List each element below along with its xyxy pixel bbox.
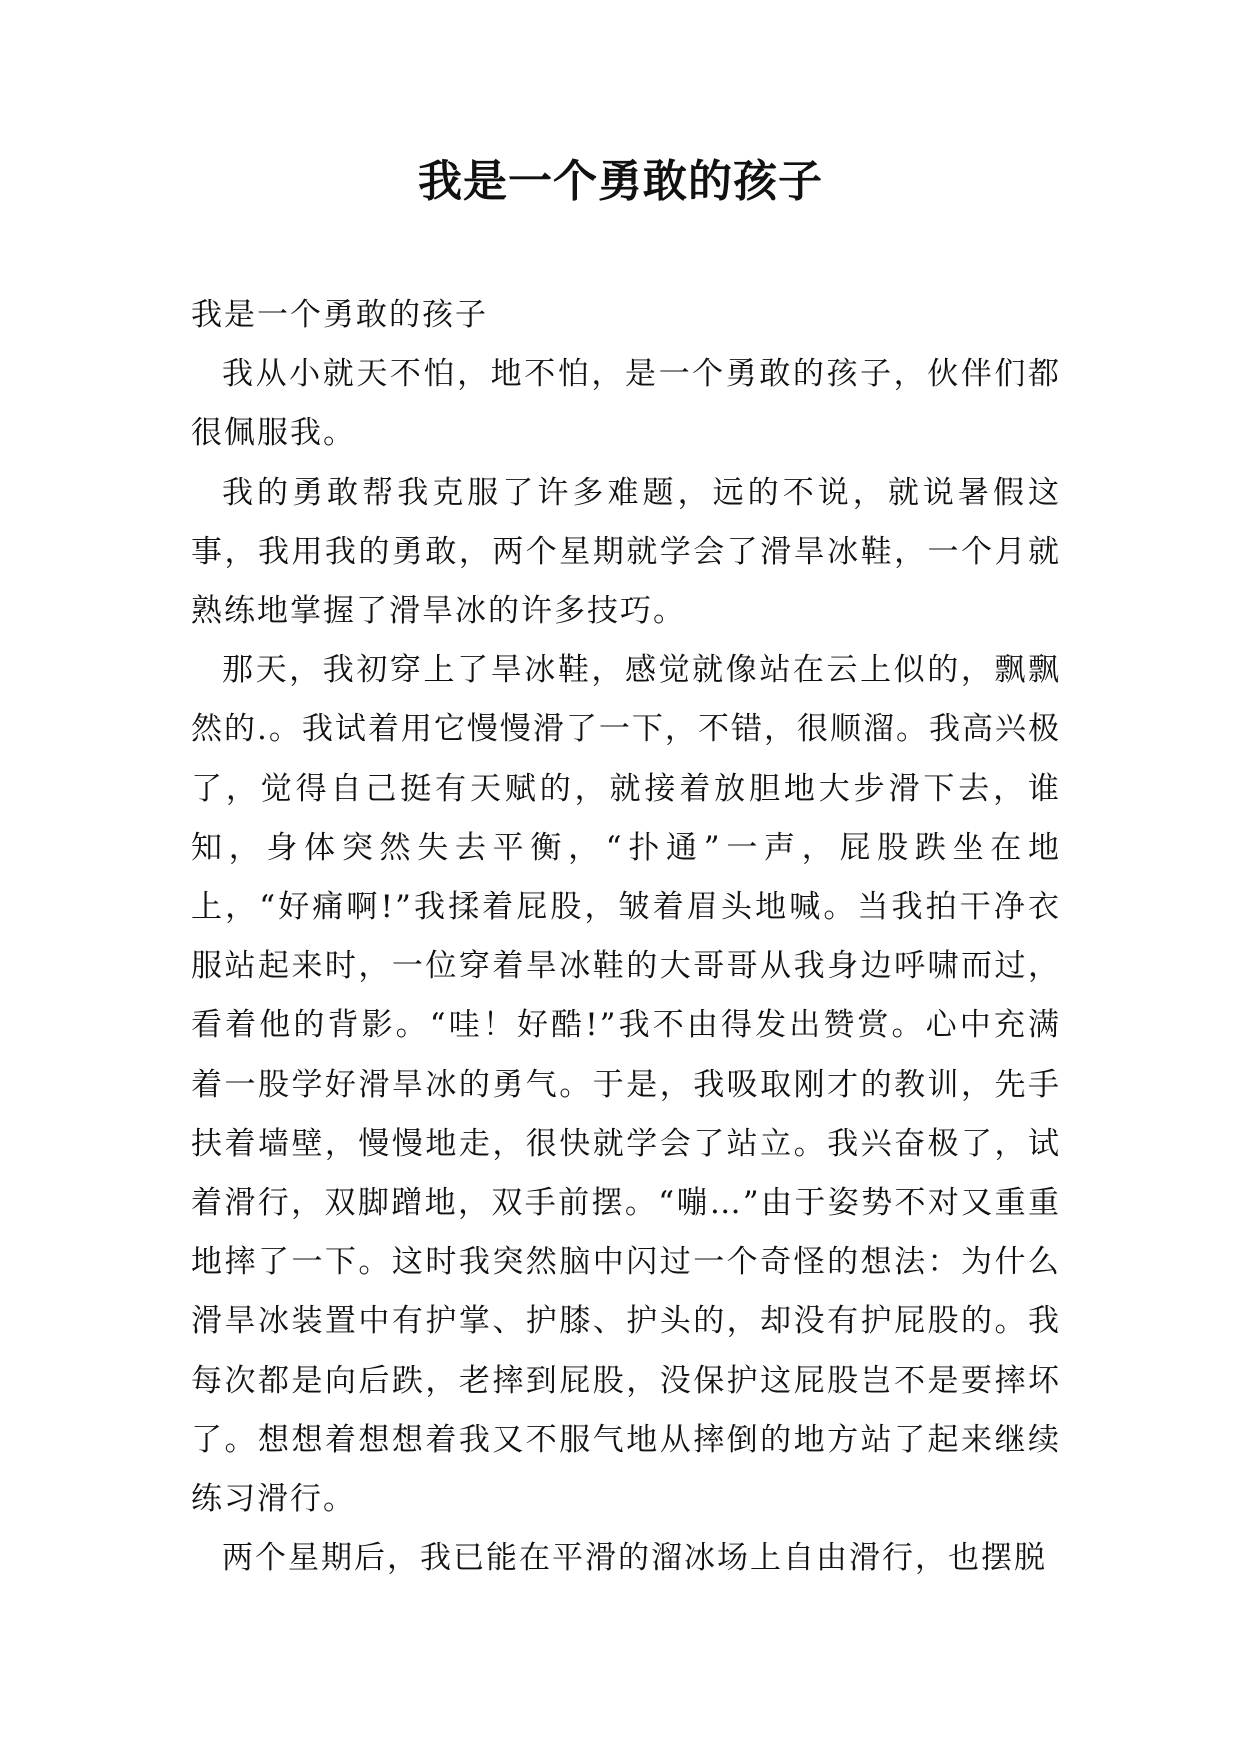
- document-body: [191, 286, 1061, 1588]
- paragraph-heading: 我是一个勇敢的孩子: [191, 297, 488, 333]
- paragraph: 那天，我初穿上了旱冰鞋，感觉就像站在云上似的，飘飘然的.。我试着用它慢慢滑了一下，不错，很顺溜。我高兴极了，觉得自己挺有天赋的，就接着放胆地大步滑下去，谁知，身体突然失去平衡，“扑通”一声，屁股跌坐在地上，“好痛啊!”我揉着屁股，皱着眉头地喊。当我拍干净衣服站起来时，一位穿着旱冰鞋的大哥哥从我身边呼啸而过，看着他的背影。“哇！好酷!”我不由得发出赞赏。心中充满着一股学好滑旱冰的勇气。于是，我吸取刚才的教训，先手扶着墙壁，慢慢地走，很快就学会了站立。我兴奋极了，试着滑行，双脚蹭地，双手前摆。“嘣…”由于姿势不对又重重地摔了一下。这时我突然脑中闪过一个奇怪的想法：为什么滑旱冰装置中有护掌、护膝、护头的，却没有护屁股的。我每次都是向后跌，老摔到屁股，没保护这屁股岂不是要摔坏了。想想着想想着我又不服气地从摔倒的地方站了起来继续练习滑行。: [191, 652, 1061, 1518]
- document-title: 我是一个勇敢的孩子: [418, 156, 823, 207]
- paragraph: 我从小就天不怕，地不怕，是一个勇敢的孩子，伙伴们都很佩服我。: [191, 356, 1061, 452]
- paragraph: 两个星期后，我已能在平滑的溜冰场上自由滑行，也摆脱: [222, 1540, 1047, 1577]
- paragraph: 我的勇敢帮我克服了许多难题，远的不说，就说暑假这事，我用我的勇敢，两个星期就学会了滑旱冰鞋，一个月就熟练地掌握了滑旱冰的许多技巧。: [191, 474, 1061, 630]
